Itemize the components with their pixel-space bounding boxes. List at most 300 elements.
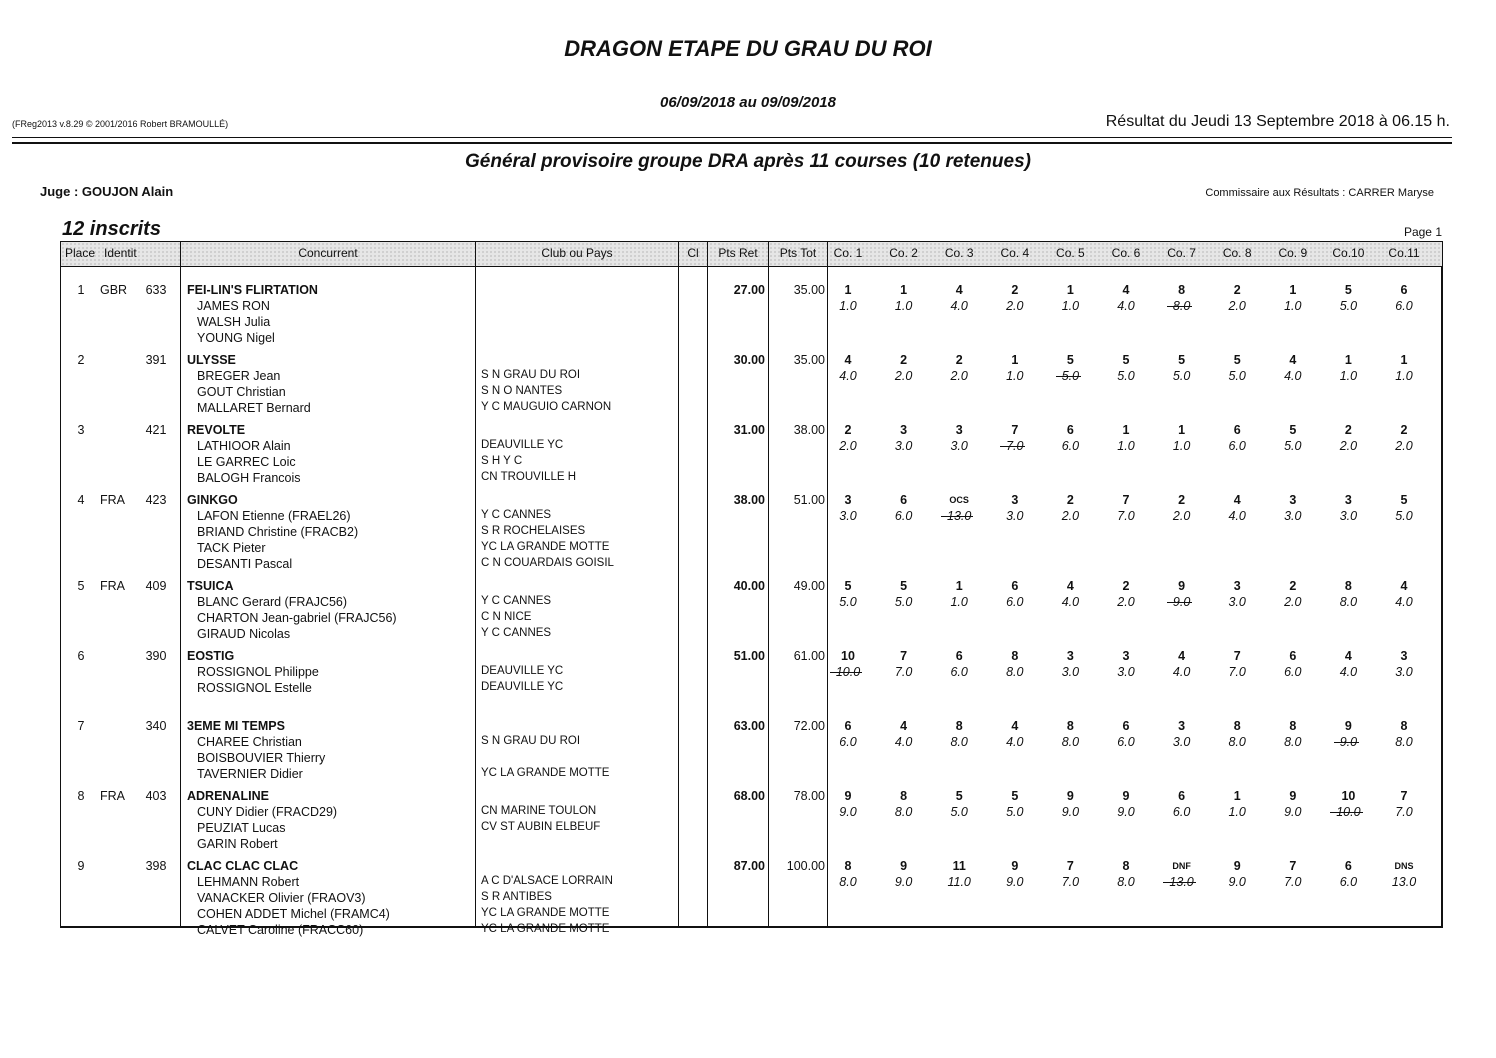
pts-tot-cell: 78.00: [793, 789, 825, 803]
race-score: 4.0: [1395, 595, 1413, 609]
race-points: [1106, 875, 1146, 889]
race-score: 9.0: [894, 875, 913, 889]
race-score: 1.0: [950, 595, 968, 609]
race-points: [1384, 595, 1424, 609]
race-rank: 10: [841, 649, 855, 663]
crew-club: S N O NANTES: [481, 385, 563, 397]
race-rank: 2: [1400, 423, 1408, 437]
race-points: [1217, 299, 1257, 313]
race-rank: 4: [1289, 353, 1297, 367]
race-points: [1384, 805, 1424, 819]
race-points: [995, 439, 1035, 453]
race-rank: 2: [900, 353, 908, 367]
race-points: [1217, 509, 1257, 523]
sail-number-cell: 409: [145, 579, 167, 593]
race-score: 6.0: [1395, 299, 1413, 313]
race-score: 4.0: [894, 735, 913, 749]
race-score: 5.0: [894, 595, 913, 609]
race-points: [1217, 439, 1257, 453]
race-points: [1050, 299, 1090, 313]
crew-club: CN MARINE TOULON: [481, 805, 597, 817]
crew-club: Y C MAUGUIO CARNON: [481, 401, 612, 413]
race-rank: 2: [1344, 423, 1352, 437]
race-score: 1.0: [1284, 299, 1302, 313]
race-score: 4.0: [950, 299, 968, 313]
race-rank: 8: [844, 859, 852, 873]
sail-number-cell: 398: [145, 859, 167, 873]
race-score: 11.0: [947, 875, 971, 889]
race-points: [995, 595, 1035, 609]
race-rank: 5: [955, 789, 963, 803]
crew-club: YC LA GRANDE MOTTE: [481, 767, 610, 779]
race-rank: 9: [900, 859, 908, 873]
race-points: [1106, 735, 1146, 749]
place-cell: 7: [77, 719, 85, 733]
race-score: 1.0: [1117, 439, 1135, 453]
race-rank: 7: [1011, 423, 1019, 437]
race-rank: 9: [1233, 859, 1241, 873]
software-credit: (FReg2013 v.8.29 © 2001/2016 Robert BRAMOULLÉ): [12, 119, 229, 129]
race-points: [1217, 665, 1257, 679]
race-points: [1050, 595, 1090, 609]
race-score: 2.0: [1284, 595, 1302, 609]
commissioner-name: Commissaire aux Résultats : CARRER Maryse: [1205, 187, 1434, 199]
race-points: [1050, 875, 1090, 889]
race-score: 6.0: [1006, 595, 1024, 609]
race-rank: 8: [1233, 719, 1241, 733]
race-score: 1.0: [1061, 299, 1080, 313]
crew-member: ROSSIGNOL Estelle: [197, 681, 312, 695]
discarded-score: 10.0: [1336, 805, 1361, 819]
race-rank: 6: [1066, 423, 1074, 437]
crew-member: CUNY Didier (FRACD29): [197, 805, 338, 819]
race-score: 1.0: [1339, 369, 1358, 383]
race-points: [1050, 369, 1090, 383]
race-rank: 9: [844, 789, 852, 803]
race-rank: 8: [1066, 719, 1074, 733]
race-rank: 2: [1011, 283, 1019, 297]
race-score: 8.0: [1339, 595, 1358, 609]
pts-ret-cell: 87.00: [733, 859, 765, 873]
race-points: [1050, 805, 1090, 819]
discarded-score: 9.0: [1339, 735, 1358, 749]
race-rank: 4: [1122, 283, 1130, 297]
race-points: [1273, 665, 1313, 679]
race-rank: 6: [1233, 423, 1241, 437]
race-score: 3.0: [1061, 665, 1080, 679]
column-divider: [678, 242, 679, 927]
discarded-score: 5.0: [1061, 369, 1080, 383]
race-rank: 6: [1178, 789, 1186, 803]
race-points: [1328, 439, 1368, 453]
discarded-score: 8.0: [1172, 299, 1191, 313]
race-score: 6.0: [1339, 875, 1358, 889]
race-rank: 1: [1178, 423, 1186, 437]
race-rank: 7: [1289, 859, 1297, 873]
race-points: [1162, 735, 1202, 749]
race-points: [884, 665, 924, 679]
header-place: Place: [65, 246, 96, 260]
race-points: [1106, 805, 1146, 819]
ranking-subtitle: Général provisoire groupe DRA après 11 courses (10 retenues): [465, 151, 1031, 172]
race-rank: 5: [1122, 353, 1130, 367]
race-score: 6.0: [1284, 665, 1302, 679]
race-rank: 4: [1344, 649, 1352, 663]
place-cell: 6: [77, 649, 85, 663]
race-rank: 9: [1122, 789, 1130, 803]
discarded-score: 9.0: [1172, 595, 1191, 609]
sail-number-cell: 391: [145, 353, 167, 367]
race-score: 9.0: [1061, 805, 1080, 819]
entries-count: 12 inscrits: [62, 218, 161, 240]
header-race-7: Co. 7: [1167, 246, 1196, 260]
race-score: 3.0: [1006, 509, 1024, 523]
race-rank: 3: [1178, 719, 1186, 733]
race-rank: 6: [1122, 719, 1130, 733]
race-rank: 11: [952, 859, 966, 873]
race-rank: 4: [1233, 493, 1241, 507]
race-rank: 8: [1400, 719, 1408, 733]
race-points: [1217, 805, 1257, 819]
race-score: 9.0: [1006, 875, 1024, 889]
pts-tot-cell: 51.00: [793, 493, 825, 507]
race-score: 8.0: [1228, 735, 1246, 749]
race-score: 5.0: [1117, 369, 1135, 383]
race-score: 6.0: [950, 665, 968, 679]
column-divider: [180, 242, 181, 927]
race-points: [828, 509, 868, 523]
crew-member: YOUNG Nigel: [197, 331, 275, 345]
race-rank: 1: [1122, 423, 1130, 437]
race-score: 3.0: [839, 509, 857, 523]
race-rank: 3: [1400, 649, 1408, 663]
pts-tot-cell: 61.00: [793, 649, 825, 663]
race-score: 5.0: [1228, 369, 1246, 383]
boat-name: ULYSSE: [187, 353, 236, 367]
race-score: 9.0: [1117, 805, 1135, 819]
race-score: 1.0: [1228, 805, 1246, 819]
race-points: [884, 735, 924, 749]
place-cell: 1: [77, 283, 85, 297]
race-score: 4.0: [1339, 665, 1358, 679]
race-points: [1162, 299, 1202, 313]
race-score: 8.0: [839, 875, 857, 889]
race-points: [939, 875, 979, 889]
race-rank: 5: [1400, 493, 1408, 507]
pts-tot-cell: 35.00: [793, 353, 825, 367]
race-points: [1384, 299, 1424, 313]
race-score: 2.0: [1228, 299, 1246, 313]
race-score: 5.0: [950, 805, 968, 819]
race-score: 13.0: [1391, 875, 1417, 889]
document-title: DRAGON ETAPE DU GRAU DU ROI: [564, 36, 932, 61]
race-score: 7.0: [1284, 875, 1302, 889]
crew-club: DEAUVILLE YC: [481, 665, 564, 677]
race-score: 1.0: [1006, 369, 1024, 383]
crew-member: CALVET Caroline (FRACC60): [197, 923, 364, 937]
race-rank: 3: [1289, 493, 1297, 507]
race-points: [1050, 665, 1090, 679]
place-cell: 4: [77, 493, 85, 507]
race-points: [1384, 369, 1424, 383]
crew-member: VANACKER Olivier (FRAOV3): [197, 891, 366, 905]
race-score: 5.0: [1172, 369, 1191, 383]
boat-name: TSUICA: [187, 579, 234, 593]
race-rank: 4: [1178, 649, 1186, 663]
race-score: 4.0: [839, 369, 857, 383]
race-score: 5.0: [1395, 509, 1413, 523]
race-points: [995, 735, 1035, 749]
event-dates: 06/09/2018 au 09/09/2018: [660, 94, 836, 111]
race-score: 7.0: [1117, 509, 1135, 523]
crew-member: LAFON Etienne (FRAEL26): [197, 509, 351, 523]
race-rank: 2: [955, 353, 963, 367]
race-rank: 4: [1400, 579, 1408, 593]
race-rank: 4: [1011, 719, 1019, 733]
race-points: [1050, 509, 1090, 523]
nation-cell: FRA: [100, 579, 125, 593]
discarded-score: 7.0: [1006, 439, 1024, 453]
race-points: [939, 509, 979, 523]
race-points: [1217, 595, 1257, 609]
header-race-3: Co. 3: [944, 246, 974, 260]
crew-member: BALOGH Francois: [197, 471, 301, 485]
race-rank: 2: [1289, 579, 1297, 593]
place-cell: 8: [77, 789, 85, 803]
race-rank: 3: [955, 423, 963, 437]
race-rank: 6: [955, 649, 963, 663]
race-points: [1273, 299, 1313, 313]
race-rank: 5: [900, 579, 908, 593]
race-points: [1328, 805, 1368, 819]
sail-number-cell: 403: [145, 789, 167, 803]
race-score: 4.0: [1006, 735, 1024, 749]
race-points: [828, 595, 868, 609]
race-rank: 3: [1344, 493, 1352, 507]
crew-member: GARIN Robert: [197, 837, 278, 851]
race-score: 9.0: [1228, 875, 1246, 889]
header-race-4: Co. 4: [1000, 246, 1030, 260]
race-points: [1273, 875, 1313, 889]
place-cell: 3: [77, 423, 85, 437]
race-rank: 10: [1341, 789, 1356, 803]
race-rank: DNS: [1394, 861, 1414, 871]
discarded-score: 13.0: [947, 509, 972, 523]
race-rank: 8: [900, 789, 908, 803]
race-points: [1273, 369, 1313, 383]
sail-number-cell: 390: [145, 649, 167, 663]
race-score: 6.0: [839, 735, 857, 749]
race-score: 6.0: [894, 509, 913, 523]
race-score: 7.0: [1228, 665, 1246, 679]
crew-club: CN TROUVILLE H: [481, 471, 577, 483]
race-score: 2.0: [839, 439, 857, 453]
race-score: 1.0: [839, 299, 857, 313]
pts-tot-cell: 100.00: [786, 859, 825, 873]
race-points: [939, 299, 979, 313]
race-score: 8.0: [1284, 735, 1302, 749]
race-rank: 6: [1289, 649, 1297, 663]
race-points: [1217, 735, 1257, 749]
race-points: [939, 369, 979, 383]
race-rank: 7: [1066, 859, 1074, 873]
nation-cell: FRA: [100, 789, 125, 803]
race-points: [939, 439, 979, 453]
race-rank: 1: [1066, 283, 1074, 297]
crew-club: YC LA GRANDE MOTTE: [481, 907, 610, 919]
race-points: [828, 805, 868, 819]
crew-member: COHEN ADDET Michel (FRAMC4): [197, 907, 390, 921]
race-points: [884, 875, 924, 889]
race-rank: 7: [1400, 789, 1408, 803]
place-cell: 9: [77, 859, 85, 873]
crew-member: BOISBOUVIER Thierry: [197, 751, 326, 765]
race-points: [1106, 369, 1146, 383]
race-points: [1328, 735, 1368, 749]
crew-member: WALSH Julia: [197, 315, 271, 329]
race-points: [828, 299, 868, 313]
race-score: 3.0: [1228, 595, 1246, 609]
race-rank: 8: [1344, 579, 1352, 593]
race-points: [884, 805, 924, 819]
boat-name: FEI-LIN'S FLIRTATION: [187, 283, 318, 297]
crew-member: CHARTON Jean-gabriel (FRAJC56): [197, 611, 397, 625]
race-points: [1384, 735, 1424, 749]
race-score: 2.0: [1117, 595, 1135, 609]
header-race-8: Co. 8: [1222, 246, 1252, 260]
race-score: 8.0: [1006, 665, 1024, 679]
race-score: 5.0: [839, 595, 857, 609]
race-points: [828, 875, 868, 889]
race-rank: 5: [1233, 353, 1241, 367]
race-rank: 9: [1066, 789, 1074, 803]
race-score: 5.0: [1006, 805, 1024, 819]
race-rank: 5: [1178, 353, 1186, 367]
header-race-10: Co.10: [1332, 246, 1365, 260]
race-points: [1162, 439, 1202, 453]
header-race-9: Co. 9: [1278, 246, 1308, 260]
crew-club: YC LA GRANDE MOTTE: [481, 541, 610, 553]
pts-tot-cell: 38.00: [793, 423, 825, 437]
race-rank: 2: [844, 423, 852, 437]
race-points: [995, 299, 1035, 313]
header-pts-ret: Pts Ret: [718, 246, 758, 260]
crew-member: TAVERNIER Didier: [197, 767, 303, 781]
judge-name: Juge : GOUJON Alain: [40, 184, 174, 199]
race-points: [939, 595, 979, 609]
discarded-score: 13.0: [1169, 875, 1194, 889]
pts-ret-cell: 51.00: [733, 649, 765, 663]
crew-member: PEUZIAT Lucas: [197, 821, 286, 835]
race-points: [828, 439, 868, 453]
column-divider: [707, 242, 708, 927]
race-points: [1384, 509, 1424, 523]
crew-club: A C D'ALSACE LORRAIN: [481, 875, 613, 887]
boat-name: EOSTIG: [187, 649, 235, 663]
race-score: 6.0: [1061, 439, 1080, 453]
place-cell: 5: [77, 579, 85, 593]
race-points: [1384, 875, 1424, 889]
race-rank: 4: [900, 719, 908, 733]
race-score: 8.0: [950, 735, 968, 749]
sail-number-cell: 633: [145, 283, 167, 297]
pts-tot-cell: 49.00: [793, 579, 825, 593]
race-score: 8.0: [1061, 735, 1080, 749]
race-points: [1328, 509, 1368, 523]
race-points: [995, 665, 1035, 679]
race-points: [1273, 595, 1313, 609]
race-score: 3.0: [1395, 665, 1413, 679]
race-score: 2.0: [1172, 509, 1191, 523]
header-race-2: Co. 2: [889, 246, 918, 260]
crew-club: S N GRAU DU ROI: [481, 369, 581, 381]
race-rank: DNF: [1172, 861, 1191, 871]
race-score: 1.0: [1172, 439, 1191, 453]
race-score: 1.0: [1395, 369, 1413, 383]
race-score: 2.0: [1061, 509, 1080, 523]
race-score: 2.0: [1395, 439, 1413, 453]
crew-club: DEAUVILLE YC: [481, 681, 564, 693]
pts-ret-cell: 31.00: [733, 423, 765, 437]
race-rank: 1: [1289, 283, 1297, 297]
race-rank: 1: [1011, 353, 1019, 367]
race-score: 4.0: [1117, 299, 1135, 313]
nation-cell: FRA: [100, 493, 125, 507]
race-points: [1328, 875, 1368, 889]
column-divider: [475, 242, 476, 927]
pts-tot-cell: 35.00: [793, 283, 825, 297]
race-rank: 5: [1011, 789, 1019, 803]
race-rank: 9: [1289, 789, 1297, 803]
race-rank: 7: [900, 649, 908, 663]
race-rank: 8: [1178, 283, 1186, 297]
race-points: [1273, 735, 1313, 749]
race-score: 7.0: [1061, 875, 1080, 889]
pts-ret-cell: 27.00: [733, 283, 765, 297]
race-points: [1106, 595, 1146, 609]
race-rank: 3: [1233, 579, 1241, 593]
race-rank: 6: [1400, 283, 1408, 297]
crew-member: LE GARREC Loic: [197, 455, 296, 469]
race-rank: 1: [844, 283, 852, 297]
race-points: [995, 509, 1035, 523]
header-club: Club ou Pays: [541, 246, 613, 260]
crew-club: Y C CANNES: [481, 627, 552, 639]
race-points: [1328, 595, 1368, 609]
race-points: [828, 735, 868, 749]
race-rank: OCS: [949, 495, 969, 505]
page-number: Page 1: [1403, 225, 1442, 239]
header-identit: Identit: [104, 246, 137, 260]
header-race-11: Co.11: [1388, 246, 1420, 260]
header-concurrent: Concurrent: [298, 246, 358, 260]
race-points: [884, 595, 924, 609]
race-rank: 1: [955, 579, 963, 593]
race-rank: 2: [1233, 283, 1241, 297]
race-rank: 9: [1178, 579, 1186, 593]
race-rank: 9: [1011, 859, 1019, 873]
race-points: [939, 805, 979, 819]
race-points: [1217, 875, 1257, 889]
race-points: [884, 509, 924, 523]
sail-number-cell: 421: [145, 423, 167, 437]
race-rank: 4: [955, 283, 963, 297]
header-divider: [12, 137, 1452, 138]
race-rank: 1: [1344, 353, 1352, 367]
pts-ret-cell: 63.00: [733, 719, 765, 733]
race-rank: 1: [1400, 353, 1408, 367]
race-score: 7.0: [1395, 805, 1413, 819]
